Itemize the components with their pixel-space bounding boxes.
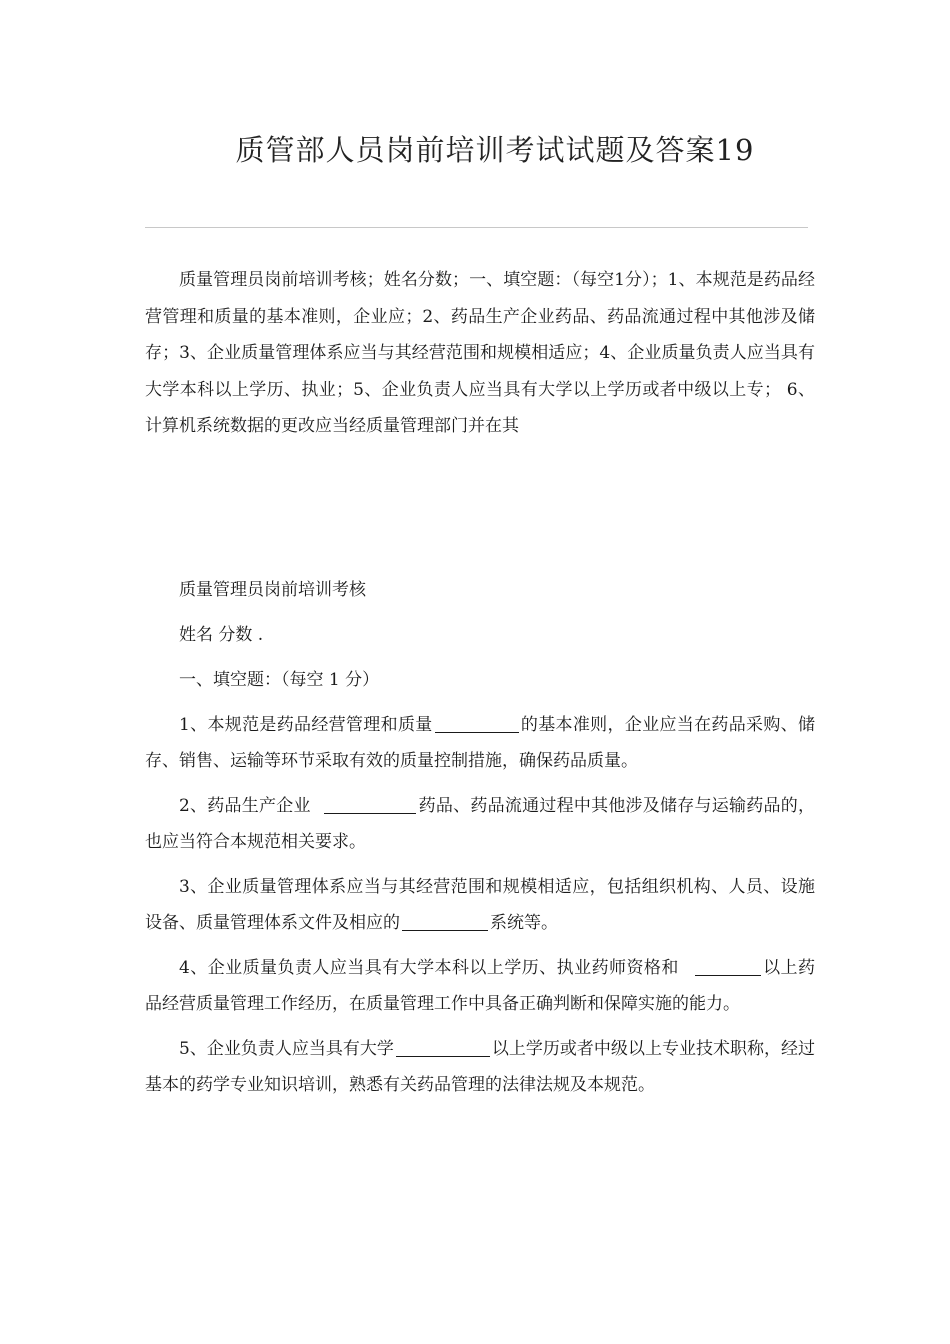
section-heading: 质量管理员岗前培训考核	[179, 580, 366, 600]
answer-blank-3	[402, 929, 488, 931]
question-1-text-after: 的基本准则，企业应当在药品采购、储存、销售、运输等环节采取有效的质量控制措施，确保药品质量。	[145, 715, 815, 771]
title-divider	[145, 227, 808, 228]
answer-blank-1	[435, 731, 519, 733]
question-2-text-after: 药品、药品流通过程中其他涉及储存与运输药品的，也应当符合本规范相关要求。	[145, 796, 815, 852]
summary-paragraph: 质量管理员岗前培训考核；姓名分数；一、填空题：（每空1分）；1、本规范是药品经营管理和质量的基本准则，企业应；2、药品生产企业药品、药品流通过程中其他涉及储存；3、企业质量管理体系应当与其经营范围和规模相适应；4、企业质量负责人应当具有大学本科以上学历、执业；5、企业负责人应当具有大学以上学历或者中级以上专； 6、计算机系统数据的更改应当经质量管理部门并在其	[145, 270, 815, 436]
question-4	[145, 950, 815, 1022]
question-1	[145, 707, 815, 779]
answer-blank-2	[324, 812, 416, 814]
question-heading: 一、填空题：（每空 1 分）	[179, 670, 380, 690]
question-3	[145, 869, 815, 941]
exam-content	[145, 572, 815, 1112]
name-score-line: 姓名 分数 .	[179, 625, 264, 645]
question-4-text-before: 4、企业质量负责人应当具有大学本科以上学历、执业药师资格和	[179, 958, 685, 978]
question-3-text-after: 系统等。	[490, 913, 558, 933]
page-title: 质管部人员岗前培训考试试题及答案19	[235, 133, 755, 167]
question-3-text-before: 3、企业质量管理体系应当与其经营范围和规模相适应，包括组织机构、人员、设施设备、质量管理体系文件及相应的	[145, 877, 815, 933]
question-2	[145, 788, 815, 860]
question-5-text-after: 以上学历或者中级以上专业技术职称，经过基本的药学专业知识培训，熟悉有关药品管理的法律法规及本规范。	[145, 1039, 815, 1095]
question-2-text-before: 2、药品生产企业	[179, 796, 317, 816]
question-5	[145, 1031, 815, 1103]
question-4-text-after: 以上药品经营质量管理工作经历，在质量管理工作中具备正确判断和保障实施的能力。	[145, 958, 816, 1014]
answer-blank-5	[396, 1055, 490, 1057]
question-1-text-before: 1、本规范是药品经营管理和质量	[179, 715, 433, 735]
question-5-text-before: 5、企业负责人应当具有大学	[179, 1039, 394, 1059]
answer-blank-4	[695, 974, 761, 976]
